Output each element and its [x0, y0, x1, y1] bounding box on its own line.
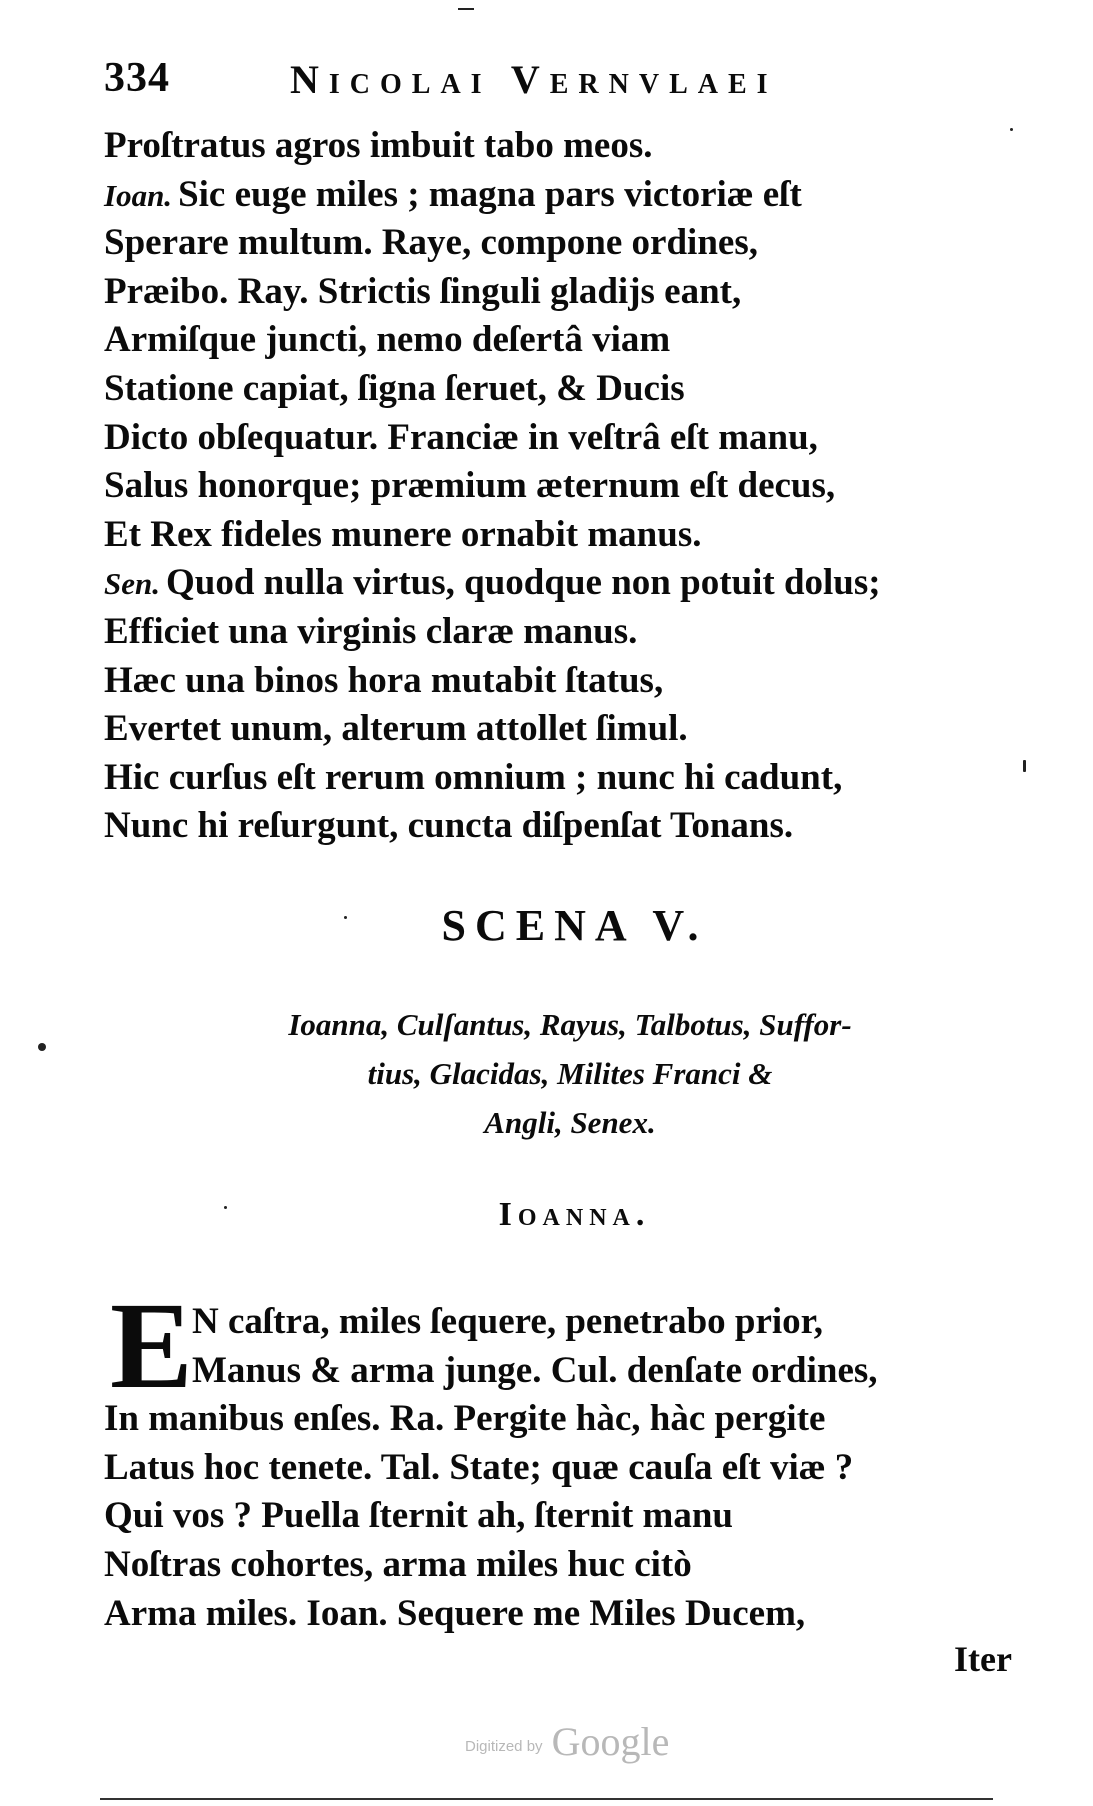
- verse-line: [104, 316, 881, 365]
- verse-text: Sic euge miles ; magna pars victoriæ eſt: [178, 173, 802, 215]
- verse-text: Noſtras cohortes, arma miles huc citò: [104, 1543, 692, 1585]
- verse-text: Latus hoc tenete. Tal. State; quæ cauſa eſt viæ ?: [104, 1446, 854, 1488]
- verse-line: [104, 462, 881, 511]
- verse-line: [104, 705, 881, 754]
- verse-text: In manibus enſes. Ra. Pergite hàc, hàc pergite: [104, 1398, 826, 1440]
- persons-line: Ioanna, Culſantus, Rayus, Talbotus, Suffor-: [288, 1007, 852, 1042]
- verse-line: [104, 608, 881, 657]
- drop-cap-initial: E: [110, 1277, 193, 1414]
- running-head: Nicolai Vernvlaei: [290, 57, 778, 102]
- verse-text: Nunc hi reſurgunt, cuncta diſpenſat Tonans.: [104, 805, 794, 847]
- verse-text: Salus honorque; præmium æternum eſt decus,: [104, 465, 836, 507]
- digitized-watermark: [465, 1718, 669, 1765]
- speaker-label: Sen.: [104, 566, 160, 602]
- verse-line: [104, 802, 881, 851]
- verse-text: Armiſque juncti, nemo deſertâ viam: [104, 319, 671, 361]
- verse-line: [104, 559, 881, 608]
- catchword: Iter: [954, 1639, 1012, 1679]
- verse-text: Quod nulla virtus, quodque non potuit dolus;: [166, 562, 881, 604]
- persons-line: tius, Glacidas, Milites Franci &: [367, 1056, 773, 1091]
- verse-line: [104, 1492, 878, 1541]
- verse-text: Evertet unum, alterum attollet ſimul.: [104, 708, 688, 750]
- verse-text: Proſtratus agros imbuit tabo meos.: [104, 125, 653, 166]
- verse-line: [104, 1541, 878, 1590]
- persons-line: Angli, Senex.: [484, 1105, 656, 1140]
- verse-text: Præibo. Ray. Strictis ſinguli gladijs eant,: [104, 270, 742, 312]
- scene-title: SCENA V.: [441, 901, 708, 950]
- verse-line: [104, 657, 881, 706]
- verse-text: Hic curſus eſt rerum omnium ; nunc hi cadunt,: [104, 756, 843, 798]
- ink-speck: [1023, 760, 1026, 772]
- ink-speck: [224, 1206, 227, 1209]
- verse-text: Statione capiat, ſigna ſeruet, & Ducis: [104, 367, 685, 409]
- verse-line: [104, 414, 881, 463]
- watermark-prefix: Digitized by: [465, 1738, 543, 1755]
- verse-line: [104, 1395, 878, 1444]
- verse-line: [104, 754, 881, 803]
- verse-text: Sperare multum. Raye, compone ordines,: [104, 222, 758, 264]
- watermark-brand: Google: [551, 1719, 670, 1764]
- verse-line: [104, 1298, 878, 1347]
- page-number: 334: [104, 55, 170, 101]
- verse-line: [104, 1590, 878, 1639]
- verse-line: [104, 365, 881, 414]
- verse-text: Qui vos ? Puella ſternit ah, ſternit manu: [104, 1495, 733, 1537]
- verse-text: N caſtra, miles ſequere, penetrabo prior,: [192, 1301, 823, 1342]
- verse-text: Et Rex fideles munere ornabit manus.: [104, 513, 702, 555]
- verse-text: Hæc una binos hora mutabit ſtatus,: [104, 659, 664, 701]
- verse-text: Arma miles. Ioan. Sequere me Miles Ducem,: [104, 1592, 806, 1634]
- speaker-label: Ioan.: [104, 177, 173, 213]
- verse-line: [104, 171, 881, 220]
- verse-line: [104, 122, 881, 171]
- verse-line: [104, 1347, 878, 1396]
- verse-block-bottom: [104, 1298, 878, 1638]
- verse-block-top: [104, 122, 881, 851]
- bottom-edge-rule: [100, 1798, 993, 1800]
- verse-text: Efficiet una virginis claræ manus.: [104, 610, 638, 652]
- verse-text: Dicto obſequatur. Franciæ in veſtrâ eſt manu,: [104, 416, 818, 458]
- verse-line: [104, 1444, 878, 1493]
- ink-speck: [344, 916, 347, 919]
- speaker-heading: Ioanna.: [498, 1196, 651, 1233]
- dramatis-personae: [180, 1000, 960, 1147]
- verse-text: Manus & arma junge. Cul. denſate ordines,: [192, 1349, 878, 1391]
- ink-speck: [38, 1043, 46, 1051]
- verse-line: [104, 511, 881, 560]
- ink-speck: [1010, 128, 1013, 131]
- verse-line: [104, 219, 881, 268]
- top-edge-mark: [458, 0, 474, 10]
- verse-line: [104, 268, 881, 317]
